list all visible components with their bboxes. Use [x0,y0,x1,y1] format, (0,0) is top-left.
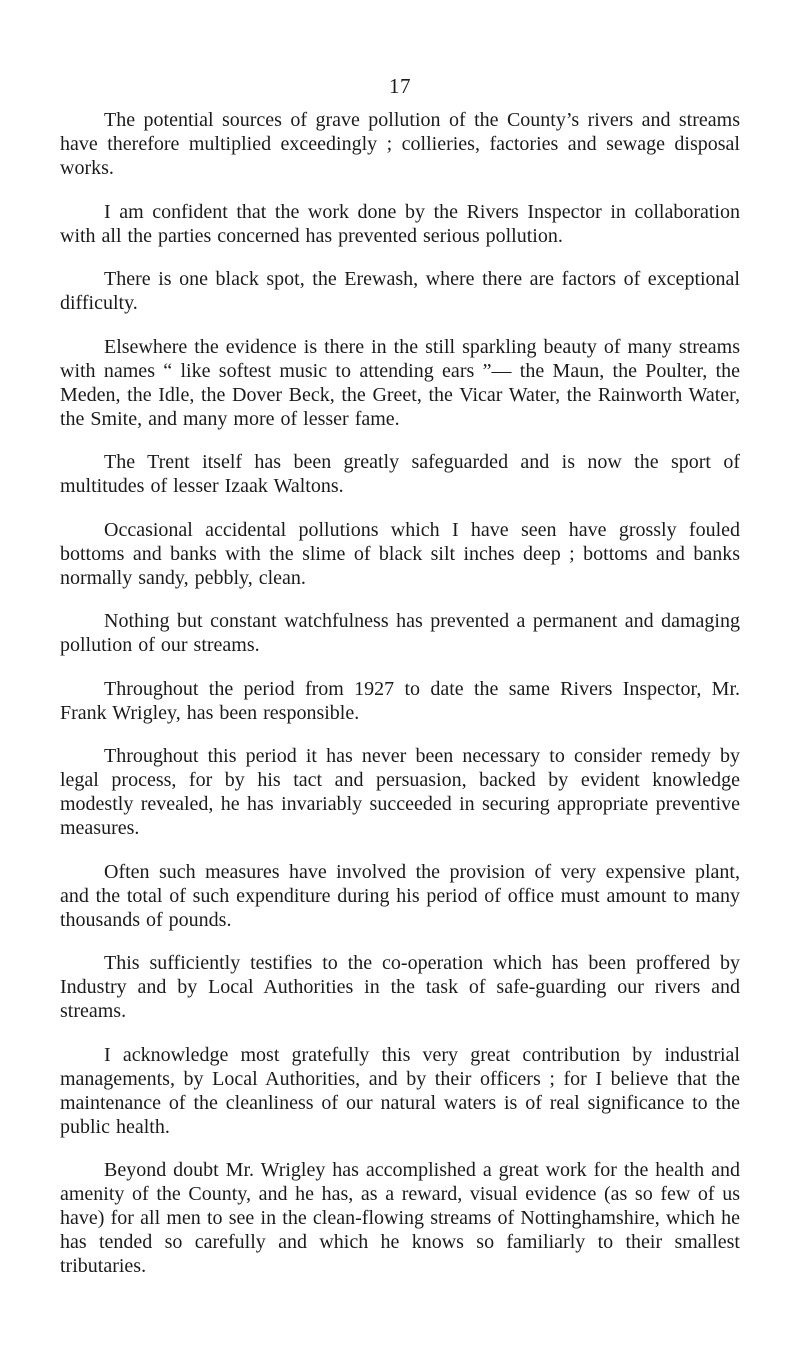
paragraph: There is one black spot, the Erewash, where there are factors of exceptional difficulty. [60,268,740,314]
paragraph: I acknowledge most gratefully this very great contribution by industrial managements, by Local Authorities, and by their officers ; for I believe that the maintenance of the cleanliness of our natural waters is of real significance to the public health. [60,1043,740,1138]
paragraph: Throughout the period from 1927 to date the same Rivers Inspector, Mr. Frank Wrigley, has been responsible. [60,677,740,724]
paragraph: Beyond doubt Mr. Wrigley has accomplished a great work for the health and amenity of the County, and he has, as a reward, visual evidence (as so few of us have) for all men to see in the clean-flowing streams of Nottinghamshire, which he has tended so carefully and which he knows so familiarly to their smallest tributaries. [60,1159,740,1277]
paragraph: This sufficiently testifies to the co-operation which has been proffered by Industry and by Local Authorities in the task of safe-guarding our rivers and streams. [60,952,740,1022]
paragraph: Nothing but constant watchfulness has prevented a permanent and damaging pollution of our streams. [60,610,740,656]
paragraph: I am confident that the work done by the Rivers Inspector in collaboration with all the parties concerned has prevented serious pollution. [60,200,740,247]
paragraph: Elsewhere the evidence is there in the still sparkling beauty of many streams with names “ like softest music to attending ears ”— the Maun, the Poulter, the Meden, the Idle, the Dover Beck, the Greet, the Vicar Water, the Rainworth Water, the Smite, and many more of lesser fame. [60,335,740,430]
paragraph: Occasional accidental pollutions which I have seen have grossly fouled bottoms and banks with the slime of black silt inches deep ; bottoms and banks normally sandy, pebbly, clean. [60,518,740,589]
paragraph: Often such measures have involved the provision of very expensive plant, and the total of such expenditure during his period of office must amount to many thousands of pounds. [60,860,740,931]
paragraph: Throughout this period it has never been necessary to consider remedy by legal process, for by his tact and persuasion, backed by evident knowledge modestly revealed, he has invariably succeeded in securing appropriate preventive measures. [60,745,740,839]
body-text [60,108,740,1298]
paragraph: The potential sources of grave pollution of the County’s rivers and streams have therefore multiplied exceedingly ; collieries, factories and sewage disposal works. [60,109,740,179]
page-number: 17 [389,74,411,98]
paragraph: The Trent itself has been greatly safeguarded and is now the sport of multitudes of lesser Izaak Waltons. [60,451,740,497]
